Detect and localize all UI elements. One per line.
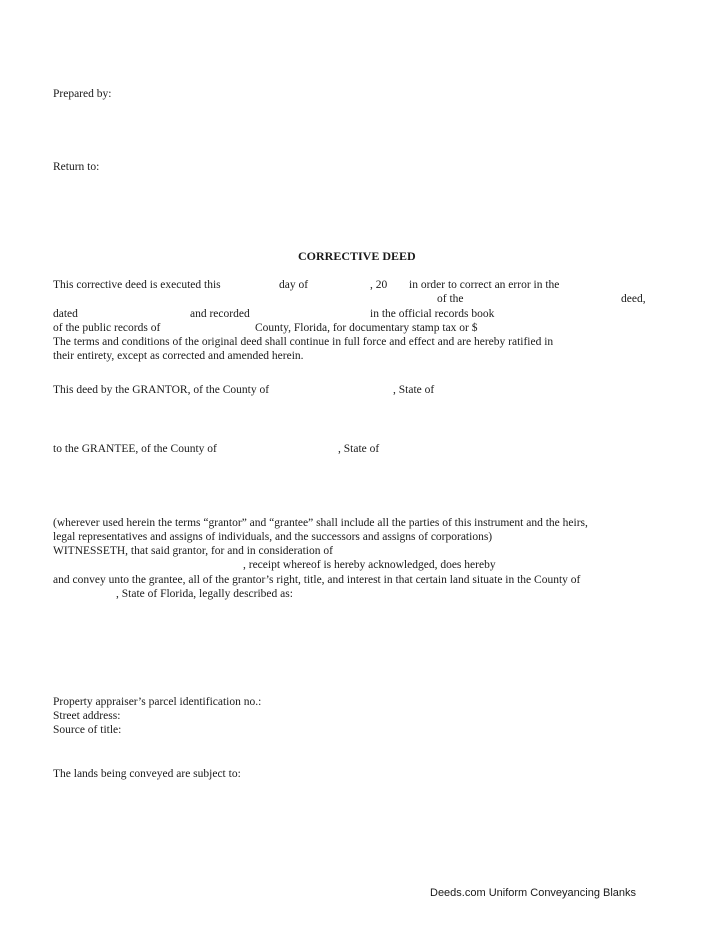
- source-of-title-label: Source of title:: [53, 724, 122, 736]
- wherever-line1: (wherever used herein the terms “grantor” and “grantee” shall include all the parties of this instrument and the heirs,: [53, 517, 588, 529]
- para1-line3-a: dated: [53, 308, 78, 320]
- parcel-id-label: Property appraiser’s parcel identification no.:: [53, 696, 262, 708]
- para1-line2-a: of the: [437, 293, 464, 305]
- return-to-label: Return to:: [53, 161, 100, 173]
- street-address-label: Street address:: [53, 710, 121, 722]
- legal-description-line: , State of Florida, legally described as:: [116, 588, 293, 600]
- deed-title: CORRECTIVE DEED: [298, 249, 416, 263]
- para1-line1-c: , 20: [370, 279, 388, 291]
- para1-line4-b: County, Florida, for documentary stamp tax or $: [255, 322, 478, 334]
- receipt-line: , receipt whereof is hereby acknowledged, does hereby: [243, 559, 496, 571]
- grantee-line-a: to the GRANTEE, of the County of: [53, 443, 217, 455]
- para1-line3-c: in the official records book: [370, 308, 495, 320]
- subject-to-label: The lands being conveyed are subject to:: [53, 768, 241, 780]
- para1-line3-b: and recorded: [190, 308, 250, 320]
- grantor-line-a: This deed by the GRANTOR, of the County of: [53, 384, 270, 396]
- para1-line5: The terms and conditions of the original deed shall continue in full force and effect and are hereby ratified in: [53, 336, 554, 348]
- wherever-line2: legal representatives and assigns of individuals, and the successors and assigns of corporations): [53, 531, 493, 543]
- prepared-by-label: Prepared by:: [53, 88, 112, 100]
- para1-line1-a: This corrective deed is executed this: [53, 279, 221, 291]
- grantor-line-b: , State of: [393, 384, 435, 396]
- para1-line1-b: day of: [279, 279, 309, 291]
- para1-line1-d: in order to correct an error in the: [409, 279, 560, 291]
- para1-line6: their entirety, except as corrected and amended herein.: [53, 350, 304, 362]
- para1-line4-a: of the public records of: [53, 322, 161, 334]
- footer-text: Deeds.com Uniform Conveyancing Blanks: [430, 887, 637, 899]
- grantee-line-b: , State of: [338, 443, 380, 455]
- convey-line: and convey unto the grantee, all of the grantor’s right, title, and interest in that certain land situate in the County of: [53, 574, 581, 586]
- witnesseth-line: WITNESSETH, that said grantor, for and in consideration of: [53, 545, 333, 557]
- para1-line2-b: deed,: [621, 293, 646, 305]
